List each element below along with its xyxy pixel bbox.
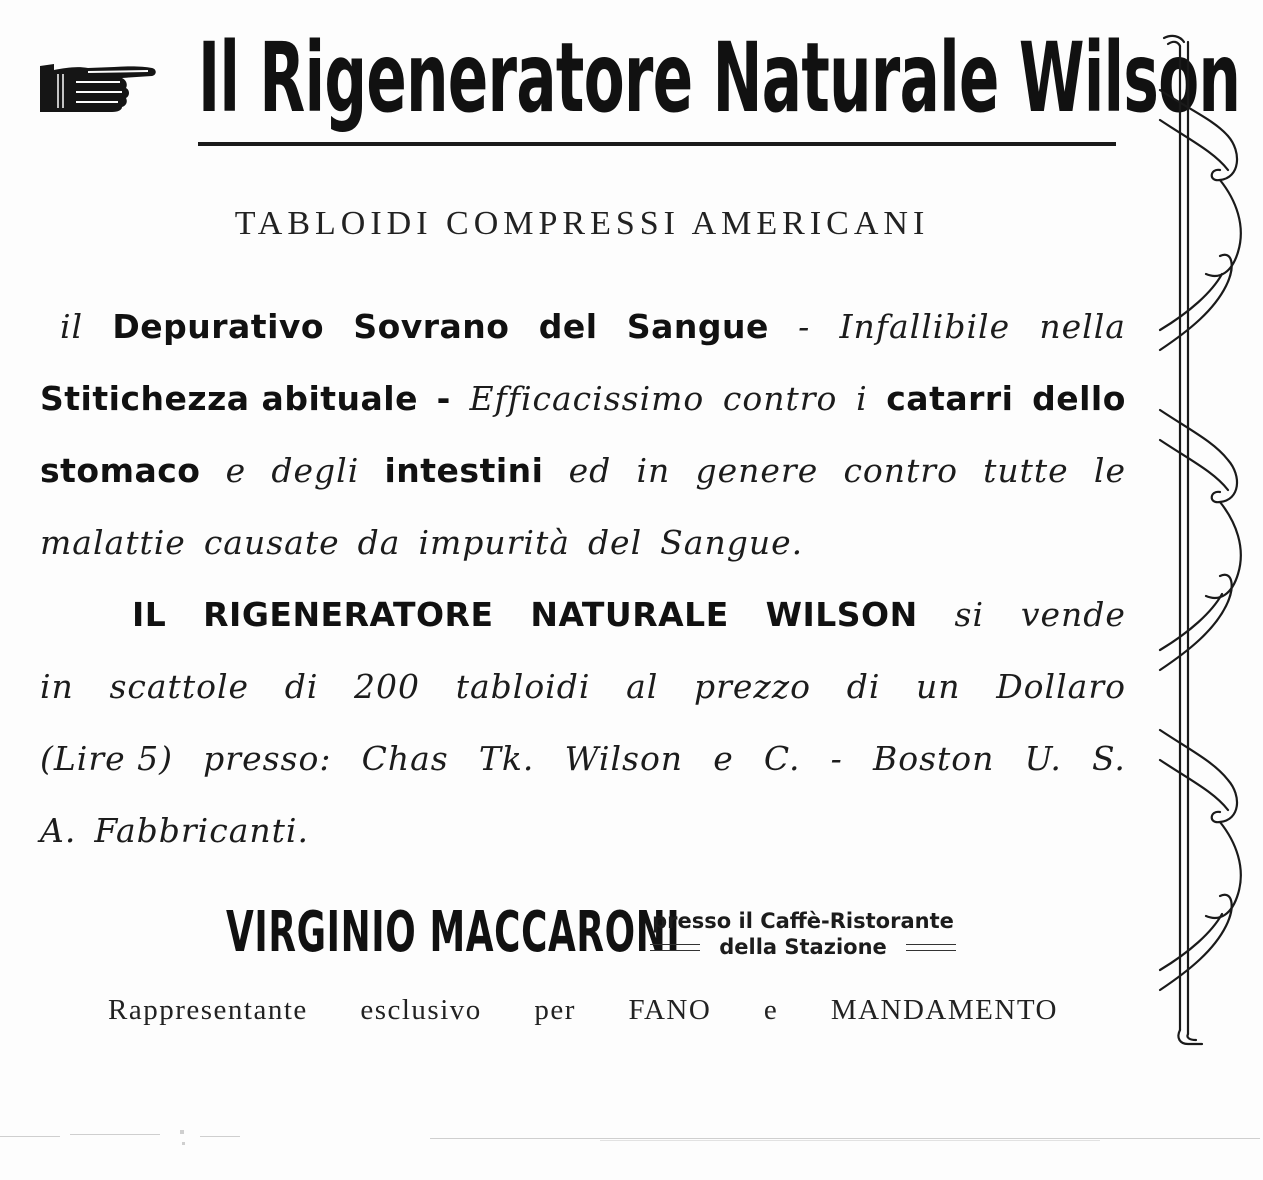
title-underline xyxy=(198,142,1116,146)
word: contro xyxy=(843,451,958,490)
word: contro xyxy=(722,379,838,418)
paragraph-1-line-2 xyxy=(40,374,1126,424)
word: 200 xyxy=(354,667,421,706)
word: Depurativo xyxy=(112,307,325,346)
word: ed xyxy=(568,451,612,490)
pointing-hand-icon xyxy=(36,58,158,116)
scan-noise-decoration xyxy=(0,1128,1263,1148)
word: Sovrano xyxy=(353,307,510,346)
word: Sangue xyxy=(626,307,769,346)
paragraph-2-line-3 xyxy=(40,734,1126,784)
subtitle: TABLOIDI COMPRESSI AMERICANI xyxy=(234,205,930,242)
word: malattie xyxy=(40,523,186,562)
paragraph-1-line-4 xyxy=(40,518,1126,568)
representative-place xyxy=(650,908,956,960)
word: catarri xyxy=(886,379,1014,418)
word: Sangue. xyxy=(660,523,804,562)
word: U. xyxy=(1024,739,1062,778)
word: esclusivo xyxy=(360,994,482,1026)
word: di xyxy=(284,667,319,706)
word: e xyxy=(763,994,779,1026)
word: Infallibile xyxy=(839,307,1011,346)
double-rule-right xyxy=(906,944,956,951)
word: tabloidi xyxy=(455,667,591,706)
word: il xyxy=(60,307,84,346)
border-ornament-icon xyxy=(1150,30,1250,1050)
word: presso: xyxy=(203,739,332,778)
word: - xyxy=(798,307,811,346)
word: Chas xyxy=(361,739,449,778)
word: del xyxy=(538,307,598,346)
word: Dollaro xyxy=(996,667,1126,706)
word: Stitichezza abituale xyxy=(40,379,418,418)
representative-place-line-2: della Stazione xyxy=(719,935,887,959)
word: vende xyxy=(1020,595,1126,634)
word: Fabbricanti. xyxy=(94,811,309,850)
word: dello xyxy=(1032,379,1126,418)
word: Tk. xyxy=(478,739,535,778)
word: degli xyxy=(271,451,360,490)
word: A. xyxy=(40,811,77,850)
word: scattole xyxy=(109,667,250,706)
representative-name: VIRGINIO MACCARONI xyxy=(226,900,681,965)
word: MANDAMENTO xyxy=(830,994,1058,1026)
word: IL xyxy=(132,595,167,634)
word: e xyxy=(225,451,247,490)
word: di xyxy=(846,667,881,706)
word: NATURALE xyxy=(530,595,729,634)
word: S. xyxy=(1092,739,1126,778)
word: in xyxy=(40,667,74,706)
representative-territory xyxy=(108,994,1058,1027)
word: causate xyxy=(203,523,340,562)
paragraph-2-line-2 xyxy=(40,662,1126,712)
word: FANO xyxy=(628,994,712,1026)
word: intestini xyxy=(384,451,544,490)
word: WILSON xyxy=(765,595,918,634)
word: Wilson xyxy=(564,739,684,778)
word: (Lire 5) xyxy=(40,739,174,778)
word: tutte xyxy=(983,451,1069,490)
word: un xyxy=(916,667,961,706)
word: nella xyxy=(1039,307,1126,346)
word: Efficacissimo xyxy=(469,379,705,418)
double-rule-left xyxy=(650,944,700,951)
representative-place-line-2-row xyxy=(650,934,956,960)
word: C. xyxy=(763,739,801,778)
word: al xyxy=(626,667,659,706)
word: - xyxy=(436,379,451,418)
word: impurità xyxy=(418,523,570,562)
word: - xyxy=(830,739,843,778)
representative-place-line-1: presso il Caffè-Ristorante xyxy=(652,909,954,933)
paragraph-1-line-3 xyxy=(40,446,1126,496)
word: RIGENERATORE xyxy=(203,595,494,634)
word: e xyxy=(713,739,734,778)
word: prezzo xyxy=(693,667,812,706)
word: si xyxy=(954,595,985,634)
word: le xyxy=(1093,451,1126,490)
word: da xyxy=(357,523,401,562)
page-title: Il Rigeneratore Naturale Wilson xyxy=(198,22,1241,134)
word: Rappresentante xyxy=(108,994,308,1026)
word: stomaco xyxy=(40,451,201,490)
paragraph-2-line-1 xyxy=(40,590,1126,640)
word: per xyxy=(534,994,576,1026)
word: in xyxy=(636,451,671,490)
paragraph-1-line-1 xyxy=(40,302,1126,352)
word: del xyxy=(587,523,643,562)
word: i xyxy=(856,379,868,418)
word: genere xyxy=(695,451,819,490)
word: Boston xyxy=(872,739,995,778)
paragraph-2-line-4 xyxy=(40,806,1126,856)
